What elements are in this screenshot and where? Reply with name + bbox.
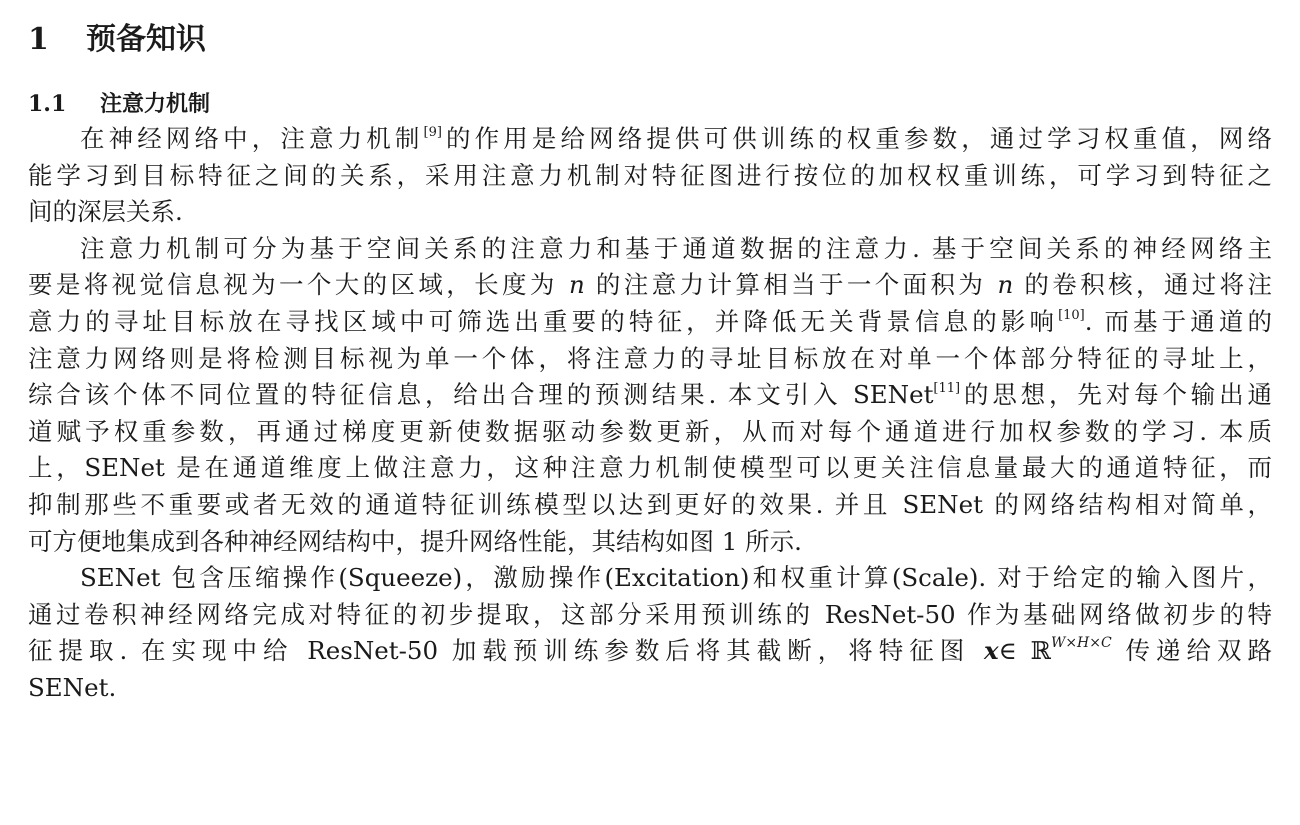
subsection-heading	[28, 88, 1272, 121]
math-variable: n	[568, 270, 585, 300]
text-span: 在神经网络中，注意力机制	[80, 124, 424, 153]
text-span: 征提取. 在实现中给 ResNet-50 加载预训练参数后将其截断，将特征图	[28, 636, 985, 666]
paragraph-3	[28, 560, 1272, 706]
paragraph-line	[28, 121, 1272, 158]
citation-link[interactable]: [9]	[423, 125, 442, 140]
text-span: 的思想，先对每个输出通	[960, 380, 1272, 410]
text-span: 的注意力计算相当于一个面积为	[584, 270, 998, 300]
paragraph-line: 道赋予权重参数，再通过梯度更新使数据驱动参数更新，从而对每个通道进行加权参数的学习. 本质	[28, 416, 1272, 446]
paragraph-line: SENet 包含压缩操作(Squeeze)，激励操作(Excitation)和权重计算(Scale). 对于给定的输入图片，	[80, 563, 1272, 593]
math-variable-x: x	[984, 636, 999, 666]
paragraph-line: 间的深层关系.	[28, 197, 183, 227]
paragraph-2	[28, 231, 1272, 560]
subsection-number: 1.1	[28, 91, 67, 117]
text-span: 要是将视觉信息视为一个大的区域，长度为	[28, 270, 569, 300]
paragraph-line: 上，SENet 是在通道维度上做注意力，这种注意力机制使模型可以更关注信息量最大的通道特征，而	[28, 453, 1272, 483]
text-span: 的卷积核，通过将注	[1013, 270, 1272, 300]
paragraph-line: 抑制那些不重要或者无效的通道特征训练模型以达到更好的效果. 并且 SENet 的网络结构相对简单，	[28, 489, 1272, 519]
section-number: 1	[28, 22, 49, 57]
paragraph-line: 能学习到目标特征之间的关系，采用注意力机制对特征图进行按位的加权权重训练，可学习到特征之	[28, 160, 1272, 190]
paragraph-line: 注意力机制可分为基于空间关系的注意力和基于通道数据的注意力. 基于空间关系的神经网络主	[80, 233, 1272, 263]
paragraph-line: 通过卷积神经网络完成对特征的初步提取，这部分采用预训练的 ResNet-50 作为基础网络做初步的特	[28, 599, 1272, 629]
citation-link[interactable]: [11]	[933, 381, 961, 397]
text-span: 综合该个体不同位置的特征信息，给出合理的预测结果. 本文引入 SENet	[28, 380, 934, 410]
text-span: 的作用是给网络提供可供训练的权重参数，通过学习权重值，网络	[441, 124, 1273, 153]
paragraph-line	[28, 267, 1272, 304]
text-span: 传递给双路	[1111, 636, 1272, 666]
paragraph-line: SENet.	[28, 672, 117, 702]
paragraph-line	[28, 633, 1272, 670]
citation-link[interactable]: [10]	[1058, 307, 1085, 323]
math-element-of: ∈ ℝ	[998, 636, 1051, 666]
paragraph-line: 注意力网络则是将检测目标视为单一个体，将注意力的寻址目标放在对单一个体部分特征的寻址上，	[28, 343, 1272, 373]
paper-page	[28, 18, 1272, 707]
subsection-title: 注意力机制	[100, 92, 211, 117]
section-title: 预备知识	[86, 22, 206, 57]
text-span: . 而基于通道的	[1084, 306, 1273, 336]
math-variable: n	[997, 270, 1014, 300]
paragraph-line: 可方便地集成到各种神经网结构中，提升网络性能，其结构如图 1 所示.	[28, 526, 802, 556]
section-heading	[28, 18, 1272, 62]
math-superscript: W×H×C	[1050, 635, 1112, 652]
paragraph-line	[28, 304, 1272, 341]
paragraph-1	[28, 121, 1272, 231]
paragraph-line	[28, 377, 1272, 414]
text-span: 意力的寻址目标放在寻找区域中可筛选出重要的特征，并降低无关背景信息的影响	[28, 306, 1059, 336]
